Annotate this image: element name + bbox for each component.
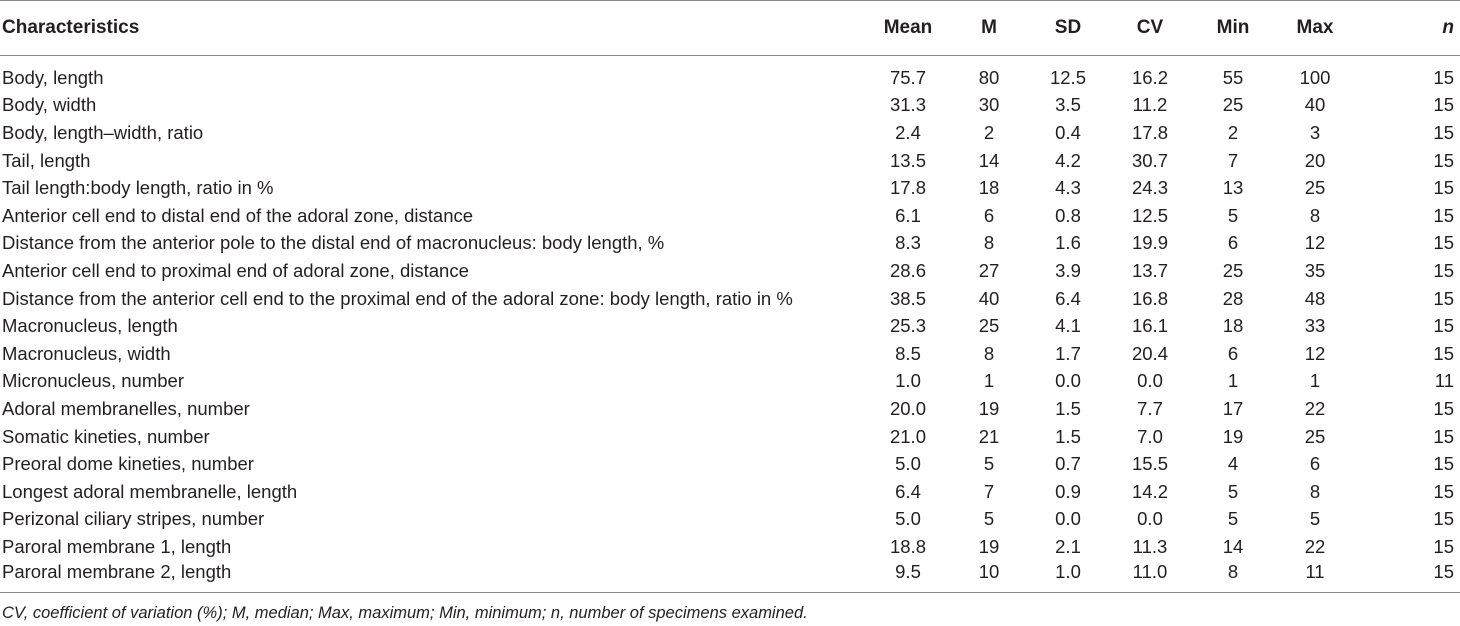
cell-sd: 0.8	[1055, 204, 1081, 226]
cell-n: 15	[1433, 149, 1454, 171]
header-sd: SD	[1028, 1, 1108, 56]
table-row	[0, 92, 1460, 120]
header-min: Min	[1192, 1, 1274, 56]
cell-sd: 0.0	[1055, 370, 1081, 392]
cell-max: 3	[1309, 121, 1321, 143]
cell-min: 8	[1227, 560, 1239, 582]
cell-cv: 30.7	[1131, 149, 1168, 171]
cell-characteristic: Preoral dome kineties, number	[2, 453, 254, 475]
cell-max: 8	[1309, 204, 1321, 226]
table-bottom-rule	[0, 592, 1460, 593]
cell-mean: 13.5	[889, 149, 926, 171]
cell-min: 17	[1222, 397, 1244, 419]
cell-mean: 8.3	[895, 232, 921, 254]
cell-cv: 14.2	[1131, 480, 1168, 502]
cell-mean: 21.0	[889, 425, 926, 447]
cell-cv: 17.8	[1131, 121, 1168, 143]
cell-min: 5	[1227, 204, 1239, 226]
cell-sd: 6.4	[1055, 287, 1081, 309]
cell-characteristic: Anterior cell end to distal end of the adoral zone, distance	[2, 204, 474, 226]
cell-mean: 1.0	[895, 370, 921, 392]
cell-max: 25	[1304, 425, 1326, 447]
cell-median: 40	[978, 287, 1000, 309]
table-row	[0, 174, 1460, 202]
cell-min: 14	[1222, 535, 1244, 557]
cell-cv: 20.4	[1131, 342, 1168, 364]
cell-sd: 1.0	[1055, 560, 1081, 582]
header-max: Max	[1274, 1, 1356, 56]
header-median: M	[950, 1, 1028, 56]
cell-sd: 4.3	[1055, 177, 1081, 199]
cell-mean: 31.3	[889, 94, 926, 116]
cell-max: 12	[1304, 342, 1326, 364]
cell-characteristic: Body, length–width, ratio	[2, 121, 204, 143]
cell-mean: 8.5	[895, 342, 921, 364]
cell-sd: 0.9	[1055, 480, 1081, 502]
cell-cv: 19.9	[1131, 232, 1168, 254]
cell-median: 8	[983, 232, 995, 254]
cell-n: 15	[1433, 480, 1454, 502]
cell-sd: 4.2	[1055, 149, 1081, 171]
cell-min: 18	[1222, 315, 1244, 337]
cell-min: 1	[1227, 370, 1239, 392]
cell-min: 28	[1222, 287, 1244, 309]
cell-characteristic: Somatic kineties, number	[2, 425, 210, 447]
cell-cv: 16.2	[1131, 66, 1168, 88]
cell-sd: 12.5	[1049, 66, 1086, 88]
cell-sd: 3.9	[1055, 259, 1081, 281]
cell-max: 5	[1309, 508, 1321, 530]
cell-n: 15	[1433, 121, 1454, 143]
cell-sd: 0.0	[1055, 508, 1081, 530]
cell-n: 15	[1433, 94, 1454, 116]
table-body	[0, 56, 1460, 589]
cell-characteristic: Tail, length	[2, 149, 91, 171]
cell-characteristic: Paroral membrane 1, length	[2, 535, 232, 557]
cell-median: 7	[983, 480, 995, 502]
cell-cv: 13.7	[1131, 259, 1168, 281]
table-row	[0, 533, 1460, 561]
cell-min: 7	[1227, 149, 1239, 171]
cell-characteristic: Macronucleus, width	[2, 342, 171, 364]
table-row	[0, 285, 1460, 313]
cell-mean: 28.6	[889, 259, 926, 281]
cell-characteristic: Perizonal ciliary stripes, number	[2, 508, 265, 530]
cell-median: 80	[978, 66, 1000, 88]
cell-mean: 20.0	[889, 397, 926, 419]
header-mean: Mean	[866, 1, 950, 56]
cell-cv: 15.5	[1131, 453, 1168, 475]
cell-n: 15	[1433, 177, 1454, 199]
cell-characteristic: Paroral membrane 2, length	[2, 560, 232, 582]
table-row	[0, 64, 1460, 92]
cell-cv: 11.3	[1132, 535, 1168, 557]
table-row	[0, 395, 1460, 423]
cell-n: 15	[1433, 535, 1454, 557]
cell-min: 2	[1227, 121, 1239, 143]
cell-n: 15	[1433, 204, 1454, 226]
cell-n: 15	[1433, 259, 1454, 281]
cell-n: 15	[1433, 66, 1454, 88]
cell-median: 14	[978, 149, 1000, 171]
cell-median: 5	[983, 453, 995, 475]
cell-sd: 1.5	[1055, 397, 1081, 419]
cell-mean: 6.1	[895, 204, 921, 226]
cell-n: 15	[1433, 397, 1454, 419]
cell-max: 33	[1304, 315, 1326, 337]
cell-max: 6	[1309, 453, 1321, 475]
cell-max: 25	[1304, 177, 1326, 199]
table-row	[0, 368, 1460, 396]
cell-characteristic: Tail length:body length, ratio in %	[2, 177, 274, 199]
header-characteristics: Characteristics	[0, 1, 866, 56]
table-row	[0, 478, 1460, 506]
cell-mean: 18.8	[889, 535, 926, 557]
table-row	[0, 340, 1460, 368]
cell-max: 100	[1299, 66, 1331, 88]
cell-median: 6	[983, 204, 995, 226]
cell-mean: 2.4	[895, 121, 921, 143]
cell-sd: 0.4	[1055, 121, 1081, 143]
cell-mean: 6.4	[895, 480, 921, 502]
cell-n: 15	[1433, 315, 1454, 337]
table-row	[0, 506, 1460, 534]
cell-max: 22	[1304, 535, 1326, 557]
cell-n: 11	[1434, 370, 1454, 392]
cell-median: 19	[978, 535, 1000, 557]
cell-median: 8	[983, 342, 995, 364]
cell-mean: 5.0	[895, 453, 921, 475]
cell-min: 6	[1227, 232, 1239, 254]
cell-characteristic: Body, length	[2, 66, 104, 88]
cell-cv: 7.7	[1137, 397, 1163, 419]
cell-max: 11	[1305, 560, 1325, 582]
cell-min: 4	[1227, 453, 1239, 475]
cell-sd: 0.7	[1055, 453, 1081, 475]
cell-median: 25	[978, 315, 1000, 337]
cell-median: 10	[978, 560, 1000, 582]
cell-mean: 38.5	[889, 287, 926, 309]
cell-mean: 9.5	[895, 560, 921, 582]
cell-n: 15	[1433, 425, 1454, 447]
cell-max: 12	[1304, 232, 1326, 254]
cell-min: 13	[1222, 177, 1244, 199]
cell-max: 22	[1304, 397, 1326, 419]
cell-characteristic: Distance from the anterior pole to the distal end of macronucleus: body length, %	[2, 232, 665, 254]
cell-sd: 4.1	[1055, 315, 1081, 337]
cell-sd: 1.6	[1055, 232, 1081, 254]
cell-sd: 2.1	[1055, 535, 1081, 557]
cell-cv: 16.1	[1131, 315, 1168, 337]
cell-cv: 16.8	[1131, 287, 1168, 309]
cell-mean: 17.8	[889, 177, 926, 199]
table-row	[0, 147, 1460, 175]
cell-n: 15	[1433, 287, 1454, 309]
cell-characteristic: Micronucleus, number	[2, 370, 184, 392]
cell-min: 19	[1222, 425, 1244, 447]
cell-cv: 7.0	[1137, 425, 1163, 447]
cell-characteristic: Longest adoral membranelle, length	[2, 480, 298, 502]
cell-sd: 1.7	[1055, 342, 1081, 364]
cell-characteristic: Adoral membranelles, number	[2, 397, 250, 419]
cell-median: 18	[978, 177, 1000, 199]
table-row	[0, 312, 1460, 340]
cell-cv: 0.0	[1137, 508, 1163, 530]
table-row	[0, 423, 1460, 451]
cell-max: 20	[1304, 149, 1326, 171]
cell-characteristic: Macronucleus, length	[2, 315, 178, 337]
cell-median: 1	[983, 370, 995, 392]
cell-mean: 75.7	[889, 66, 926, 88]
table-footnote: CV, coefficient of variation (%); M, median; Max, maximum; Min, minimum; n, number of specimens examined.	[2, 604, 808, 622]
header-n: n	[1356, 1, 1460, 56]
cell-characteristic: Distance from the anterior cell end to the proximal end of the adoral zone: body length, ratio in %	[2, 287, 793, 309]
table-row	[0, 119, 1460, 147]
cell-sd: 1.5	[1055, 425, 1081, 447]
cell-median: 30	[978, 94, 1000, 116]
cell-cv: 11.0	[1132, 560, 1168, 582]
cell-max: 35	[1304, 259, 1326, 281]
cell-min: 25	[1222, 94, 1244, 116]
cell-n: 15	[1433, 453, 1454, 475]
cell-characteristic: Anterior cell end to proximal end of adoral zone, distance	[2, 259, 469, 281]
cell-max: 8	[1309, 480, 1321, 502]
cell-sd: 3.5	[1055, 94, 1081, 116]
cell-min: 25	[1222, 259, 1244, 281]
cell-min: 6	[1227, 342, 1239, 364]
cell-n: 15	[1433, 232, 1454, 254]
cell-min: 5	[1227, 480, 1239, 502]
table-row	[0, 230, 1460, 258]
cell-cv: 0.0	[1137, 370, 1163, 392]
cell-min: 5	[1227, 508, 1239, 530]
cell-mean: 5.0	[895, 508, 921, 530]
cell-cv: 24.3	[1131, 177, 1168, 199]
cell-max: 40	[1304, 94, 1326, 116]
cell-median: 21	[978, 425, 1000, 447]
cell-median: 5	[983, 508, 995, 530]
table-header-row	[0, 1, 1460, 56]
cell-median: 27	[978, 259, 1000, 281]
table-row	[0, 257, 1460, 285]
table-row	[0, 202, 1460, 230]
cell-max: 1	[1309, 370, 1321, 392]
cell-n: 15	[1433, 508, 1454, 530]
cell-characteristic: Body, width	[2, 94, 97, 116]
cell-cv: 12.5	[1131, 204, 1168, 226]
table-row	[0, 561, 1460, 589]
cell-median: 2	[983, 121, 995, 143]
cell-min: 55	[1222, 66, 1244, 88]
header-cv: CV	[1108, 1, 1192, 56]
cell-mean: 25.3	[889, 315, 926, 337]
cell-median: 19	[978, 397, 1000, 419]
table-row	[0, 450, 1460, 478]
cell-cv: 11.2	[1132, 94, 1168, 116]
cell-n: 15	[1433, 342, 1454, 364]
cell-n: 15	[1433, 560, 1454, 582]
cell-max: 48	[1304, 287, 1326, 309]
